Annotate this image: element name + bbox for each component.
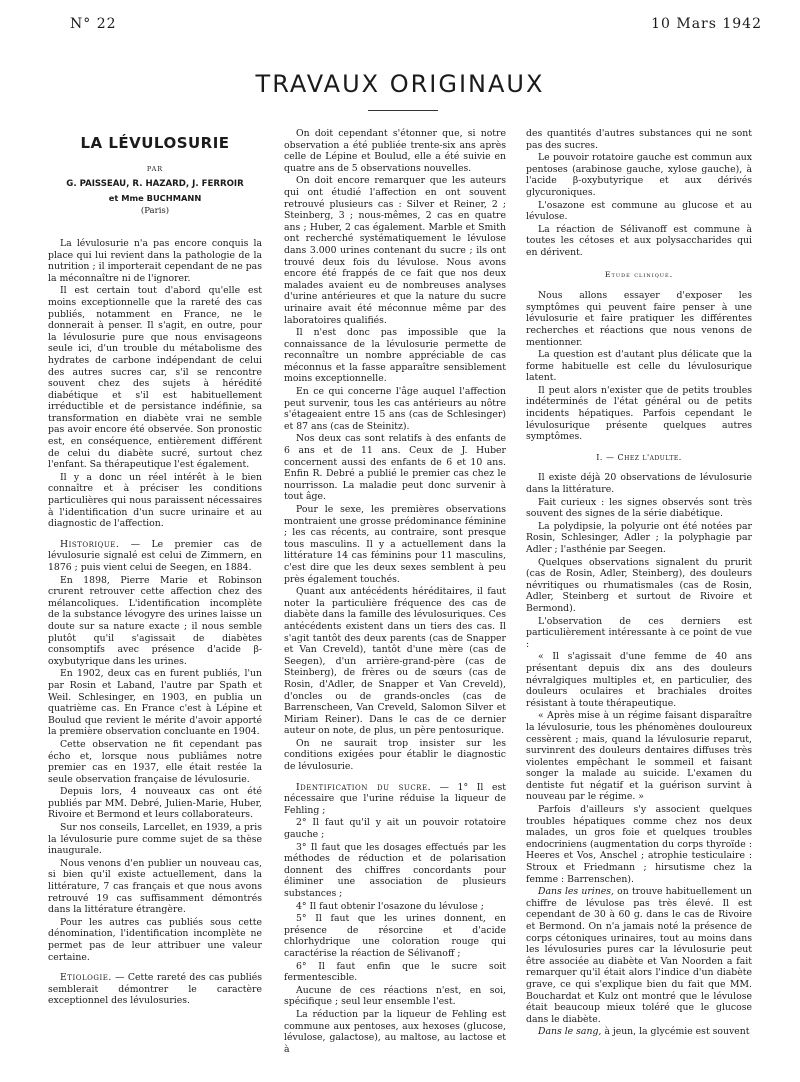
column-3 <box>526 128 752 1038</box>
paragraph: Pour les autres cas publiés sous cette dénomination, l'identification incomplète ne permet pas de leur attribuer une valeur certaine. <box>48 916 262 963</box>
authors-continued: et Mme BUCHMANN <box>108 192 202 203</box>
author-affiliation: (Paris) <box>140 206 170 217</box>
paragraph-text: — Cette rareté des cas publiés semblerait démontrer le caractère exceptionnel des lévulosuries. <box>48 972 262 1007</box>
paragraph: 4° Il faut obtenir l'osazone du lévulose ; <box>296 900 484 912</box>
run-in-heading: Identification du sucre. <box>296 781 432 793</box>
paragraph: Il peut alors n'exister que de petits troubles indéterminés de l'état général ou de petits incidents hépatiques. Parfois cependant le lévulosurique présente quelques autres symptômes. <box>526 384 752 443</box>
paragraph: Fait curieux : les signes observés sont très souvent des signes de la série diabétique. <box>526 496 752 520</box>
title-divider <box>368 110 438 111</box>
run-in-heading: Dans les urines, <box>538 886 614 898</box>
run-in-heading: Etiologie. <box>60 972 112 984</box>
paragraph: Parfois d'ailleurs s'y associent quelques troubles hépatiques comme chez nos deux malades, un gros foie et quelques troubles endocriniens (augmentation du corps thyroïde : Heeres et Vos, Anschel ; atrophie testiculaire : Stroux et Friedmann ; hirsutisme chez la femme : Barrenschen). <box>526 804 752 885</box>
run-in-heading: Dans le sang, <box>538 1026 602 1038</box>
paragraph-etiologie <box>48 972 262 1007</box>
paragraph-identification <box>284 782 506 817</box>
paragraph: La réaction de Sélivanoff est commune à toutes les cétoses et aux polysaccharides qui en dérivent. <box>526 223 752 258</box>
paragraph: En 1898, Pierre Marie et Robinson crurent retrouver cette affection chez des mélancoliques. L'identification incomplète de la substance lévogyre des urines laisse un doute sur sa nature exacte ; il nous semble plutôt qu'il s'agissait de diabètes consomptifs avec présence d'acide β-oxybutyrique dans les urines. <box>48 574 262 667</box>
paragraph: On doit cependant s'étonner que, si notre observation a été publiée trente-six ans après celle de Lépine et Boulud, elle a été suivie en quatre ans de 5 observations nouvelles. <box>284 128 506 174</box>
byline-par: PAR <box>146 164 164 173</box>
paragraph: Nous allons essayer d'exposer les symptômes qui peuvent faire penser à une lévulosurie et faire pratiquer les différentes recherches et réactions que nous venons de mentionner. <box>526 290 752 348</box>
paragraph-text: — 1° Il est nécessaire que l'urine réduise la liqueur de Fehling ; <box>284 781 506 816</box>
paragraph: 5° Il faut que les urines donnent, en présence de résorcine et d'acide chlorhydrique une coloration rouge qui caractérise la réaction de Sélivanoff ; <box>284 913 506 959</box>
paragraph: La lévulosurie n'a pas encore conquis la place qui lui revient dans la pathologie de la nutrition ; il importerait cependant de ne pas la méconnaître ni de l'ignorer. <box>48 237 262 284</box>
paragraph: Il est certain tout d'abord qu'elle est moins exceptionnelle que la rareté des cas publiés, notamment en France, ne le donnerait à penser. Il s'agit, en outre, pour la lévulosurie pure que nous envisageons seule ici, d'un trouble du métabolisme des hydrates de carbone indépendant de celui des autres sucres car, s'il se rencontre souvent chez des sujets à hérédité diabétique et s'il est habituellement irréductible et de persistance indéfinie, sa transformation en diabète vrai ne semble pas avoir encore été observée. Son pronostic est, en conséquence, entièrement différent de celui du diabète sucré, surtout chez l'enfant. Sa thérapeutique l'est également. <box>48 285 262 471</box>
quote-paragraph: « Il s'agissait d'une femme de 40 ans présentant depuis dix ans des douleurs névralgiques multiples et, en particulier, des douleurs oculaires et brachiales droites résistant à toute thérapeutique. <box>526 651 752 709</box>
quote-paragraph: « Après mise à un régime faisant disparaître la lévulosurie, tous les phénomènes douloureux cessèrent ; mais, quand la lévulosurie reparut, survinrent des douleurs dentaires diffuses très violentes empêchant le sommeil et faisant songer la malade au suicide. L'examen du dentiste fut négatif et la guérison survint à nouveau par le régime. » <box>526 710 752 803</box>
paragraph: Quant aux antécédents héréditaires, il faut noter la particulière fréquence des cas de diabète dans la famille des lévulosuriques. Ces antécédents existent dans un tiers des cas. Il s'agit tantôt des deux parents (cas de Snapper et Van Creveld), tantôt d'une mère (cas de Seegen), d'un arrière-grand-père (cas de Steinberg), de frères ou de sœurs (cas de Rosin, d'Adler, de Snapper et Van Creveld), d'oncles ou de grands-oncles (cas de Barrenscheen, Van Creveld, Salomon Silver et Miriam Reiner). Dans le cas de ce dernier auteur on note, de plus, un père pentosurique. <box>284 586 506 737</box>
paragraph-historique <box>48 539 262 574</box>
authors: G. PAISSEAU, R. HAZARD, J. FERROIR <box>66 179 244 190</box>
column-2 <box>284 128 506 1055</box>
paragraph-text: on trouve habituellement un chiffre de lévulose pas très élevé. Il est cependant de 30 à 60 g. dans le cas de Rivoire et Bermond. On n'a jamais noté la présence de corps cétoniques urinaires, tout au moins dans les lévulosuries pures car la lévulosurie peut être associée au diabète et Van Noorden a fait remarquer qu'il était alors l'indice d'un diabète grave, ce qui s'explique bien du fait que MM. Bouchardat et Kulz ont montré que le lévulose était beaucoup mieux toléré que le glucose dans le diabète. <box>526 886 752 1025</box>
paragraph: On ne saurait trop insister sur les conditions exigées pour établir le diagnostic de lévulosurie. <box>284 737 506 773</box>
paragraph: L'osazone est commune au glucose et au lévulose. <box>526 199 752 223</box>
paragraph: Il n'est donc pas impossible que la connaissance de la lévulosurie permette de reconnaître un nombre appréciable de cas méconnus et la fasse apparaître sensiblement moins exceptionnelle. <box>284 327 506 385</box>
paragraph: La polydipsie, la polyurie ont été notées par Rosin, Schlesinger, Adler ; la polyphagie par Adler ; l'asthénie par Seegen. <box>526 520 752 555</box>
paragraph-text: — Le premier cas de lévulosurie signalé est celui de Zimmern, en 1876 ; puis vient celui de Seegen, en 1884. <box>48 538 262 573</box>
paragraph-sang <box>526 1026 752 1038</box>
paragraph: Le pouvoir rotatoire gauche est commun aux pentoses (arabinose gauche, xylose gauche), à l'acide β-oxybutyrique et aux dérivés glycuroniques. <box>526 152 752 198</box>
paragraph: En 1902, deux cas en furent publiés, l'un par Rosin et Laband, l'autre par Spath et Weil. Schlesinger, en 1903, en publia un quatrième cas. En France c'est à Lépine et Boulud que revient le mérite d'avoir apporté la première observation concluante en 1904. <box>48 668 262 738</box>
paragraph-text: à jeun, la glycémie est souvent <box>601 1026 750 1038</box>
issue-number: N° 22 <box>70 16 117 32</box>
paragraph: Nous venons d'en publier un nouveau cas, si bien qu'il existe actuellement, dans la littérature, 7 cas français et que nous avons retrouvé 19 cas suffisamment démontrés dans la littérature étrangère. <box>48 857 262 916</box>
section-heading-adulte: I. — Chez l'adulte. <box>596 452 682 462</box>
paragraph: En ce qui concerne l'âge auquel l'affection peut survenir, tous les cas antérieurs au nôtre s'étageaient entre 15 ans (cas de Schlesinger) et 87 ans (cas de Steinitz). <box>284 386 506 432</box>
section-heading-etude: Etude clinique. <box>604 269 674 279</box>
article-title: LA LÉVULOSURIE <box>80 134 230 152</box>
section-title: TRAVAUX ORIGINAUX <box>255 70 545 98</box>
paragraph: L'observation de ces derniers est particulièrement intéressante à ce point de vue : <box>526 615 752 650</box>
paragraph: 3° Il faut que les dosages effectués par les méthodes de réduction et de polarisation donnent des chiffres concordants pour éliminer une association de plusieurs substances ; <box>284 841 506 899</box>
paragraph: des quantités d'autres substances qui ne sont pas des sucres. <box>526 128 752 151</box>
paragraph: 2° Il faut qu'il y ait un pouvoir rotatoire gauche ; <box>284 817 506 841</box>
run-in-heading: Historique. <box>60 538 120 550</box>
paragraph: Quelques observations signalent du prurit (cas de Rosin, Adler, Steinberg), des douleurs névritiques ou rhumatismales (cas de Rosin, Adler, Steinberg et surtout de Rivoire et Bermond). <box>526 556 752 614</box>
paragraph: Depuis lors, 4 nouveaux cas ont été publiés par MM. Debré, Julien-Marie, Huber, Rivoire et Bermond et leurs collaborateurs. <box>48 786 262 821</box>
paragraph: La réduction par la liqueur de Fehling est commune aux pentoses, aux hexoses (glucose, lévulose, galactose), au maltose, au lactose et à <box>284 1008 506 1055</box>
paragraph: Il y a donc un réel intérêt à le bien connaître et à préciser les conditions particulières qui nous paraissent nécessaires à l'identification d'un sucre urinaire et au diagnostic de l'affection. <box>48 471 262 530</box>
paragraph: Aucune de ces réactions n'est, en soi, spécifique ; seul leur ensemble l'est. <box>284 984 506 1008</box>
paragraph: 6° Il faut enfin que le sucre soit fermentescible. <box>284 960 506 984</box>
paragraph: Nos deux cas sont relatifs à des enfants de 6 ans et de 11 ans. Ceux de J. Huber concernent aussi des enfants de 6 et 10 ans. Enfin R. Debré a publié le premier cas chez le nourrisson. La maladie peut donc survenir à tout âge. <box>284 433 506 503</box>
paragraph: Cette observation ne fit cependant pas écho et, lorsque nous publiâmes notre premier cas en 1937, elle était restée la seule observation française de lévulosurie. <box>48 738 262 785</box>
paragraph: Pour le sexe, les premières observations montraient une grosse prédominance féminine ; les cas récents, au contraire, sont presque tous masculins. Il y a actuellement dans la littérature 14 cas féminins pour 11 masculins, c'est dire que les deux sexes semblent à peu près également touchés. <box>284 504 506 585</box>
paragraph: Il existe déjà 20 observations de lévulosurie dans la littérature. <box>526 472 752 496</box>
issue-date: 10 Mars 1942 <box>651 16 762 32</box>
column-1 <box>48 124 262 1007</box>
paragraph: On doit encore remarquer que les auteurs qui ont étudié l'affection en ont souvent retrouvé plusieurs cas : Silver et Reiner, 2 ; Steinberg, 3 ; nous-mêmes, 2 cas en quatre ans ; Huber, 2 cas également. Marble et Smith ont recherché systématiquement le lévulose dans 3.000 urines contenant du sucre ; ils ont trouvé deux fois du lévulose. Nous avons encore été frappés de ce fait que nos deux malades avaient eu de nombreuses analyses d'urine antérieures et que la nature du sucre urinaire avait été méconnue même par des laboratoires qualifiés. <box>284 175 506 326</box>
paragraph-urines <box>526 886 752 1025</box>
paragraph: Sur nos conseils, Larcellet, en 1939, a pris la lévulosurie pure comme sujet de sa thèse inaugurale. <box>48 822 262 857</box>
paragraph: La question est d'autant plus délicate que la forme habituelle est celle du lévulosurique latent. <box>526 349 752 384</box>
